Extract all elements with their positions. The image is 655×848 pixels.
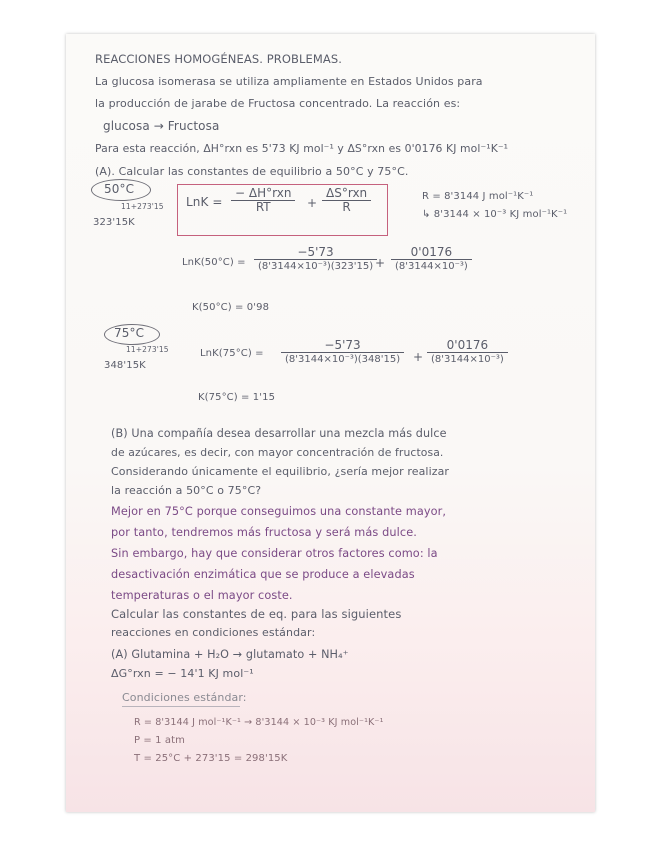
problem-2-gibbs: ΔG°rxn = − 14'1 KJ mol⁻¹ [111,667,254,680]
lnk-50-numerator-2: 0'0176 [410,245,453,259]
part-b-line-1: (B) Una compañía desea desarrollar una mezcla más dulce [111,427,447,440]
kelvin-conversion-50: 11+273'15 [121,202,164,211]
intro-line-2: la producción de jarabe de Fructosa concentrado. La reacción es: [95,97,461,110]
kelvin-conversion-75: 11+273'15 [126,345,169,354]
lnk-50-denominator-1: (8'3144×10⁻³)(323'15) [258,261,374,272]
lnk-75-numerator-1: −5'73 [324,338,361,352]
temperature-label-75: 75°C [114,326,145,340]
answer-b-line-4: desactivación enzimática que se produce a elevadas [111,568,415,581]
conditions-underline [122,706,240,707]
lnk-50-plus: + [375,256,386,270]
k-75-result: K(75°C) = 1'15 [198,392,276,403]
lnk-50-lhs: LnK(50°C) = [182,257,246,268]
formula-entropy-numerator: ΔS°rxn [326,186,368,200]
formula-entropy-denominator: R [342,200,351,214]
lnk-75-denominator-1: (8'3144×10⁻³)(348'15) [285,354,401,365]
kelvin-value-75: 348'15K [104,360,146,371]
lnk-50-denominator-2: (8'3144×10⁻³) [395,261,468,272]
formula-enthalpy-numerator: − ΔH°rxn [235,186,292,200]
lnk-75-plus: + [413,350,424,364]
lnk-75-entropy-term [427,338,508,366]
answer-b-line-1: Mejor en 75°C porque conseguimos una constante mayor, [111,505,447,518]
conditions-pressure: P = 1 atm [134,735,185,746]
part-b-line-2: de azúcares, es decir, con mayor concentración de fructosa. [111,446,444,459]
problem-2-line-1: Calcular las constantes de eq. para las siguientes [111,607,402,621]
lnk-75-lhs: LnK(75°C) = [200,348,264,359]
lnk-75-enthalpy-term [281,338,404,366]
conditions-heading: Condiciones estándar: [122,691,247,704]
intro-line-1: La glucosa isomerasa se utiliza ampliamente en Estados Unidos para [95,75,483,88]
formula-enthalpy-denominator: RT [255,200,271,214]
problem-2-reaction: (A) Glutamina + H₂O → glutamato + NH₄⁺ [111,648,349,661]
part-b-line-3: Considerando únicamente el equilibrio, ¿sería mejor realizar [111,465,450,478]
temperature-label-50: 50°C [104,182,135,196]
lnk-50-enthalpy-term [254,245,377,273]
conditions-gas-constant: R = 8'3144 J mol⁻¹K⁻¹ → 8'3144 × 10⁻³ KJ mol⁻¹K⁻¹ [134,717,384,728]
lnk-50-numerator-1: −5'73 [297,245,334,259]
answer-b-line-2: por tanto, tendremos más fructosa y será más dulce. [111,526,417,539]
gas-constant-si: R = 8'3144 J mol⁻¹K⁻¹ [422,191,534,202]
answer-b-line-3: Sin embargo, hay que considerar otros factores como: la [111,547,438,560]
formula-entropy-term [322,186,371,214]
answer-b-line-5: temperaturas o el mayor coste. [111,589,293,602]
lnk-75-denominator-2: (8'3144×10⁻³) [431,354,504,365]
k-50-result: K(50°C) = 0'98 [192,302,270,313]
lnk-50-entropy-term [391,245,472,273]
page-title: REACCIONES HOMOGÉNEAS. PROBLEMAS. [95,52,343,66]
part-b-line-4: la reacción a 50°C o 75°C? [111,484,262,497]
kelvin-value-50: 323'15K [93,217,135,228]
formula-plus: + [307,196,318,210]
lnk-75-numerator-2: 0'0176 [446,338,489,352]
notebook-page [66,34,595,812]
formula-lhs: LnK = [186,195,223,209]
reaction-equation: glucosa → Fructosa [103,119,220,133]
problem-2-line-2: reacciones en condiciones estándar: [111,626,316,639]
conditions-temperature: T = 25°C + 273'15 = 298'15K [134,753,288,764]
gas-constant-kj: ↳ 8'3144 × 10⁻³ KJ mol⁻¹K⁻¹ [422,209,568,220]
part-a-statement: (A). Calcular las constantes de equilibrio a 50°C y 75°C. [95,165,409,178]
given-data: Para esta reacción, ΔH°rxn es 5'73 KJ mol⁻¹ y ΔS°rxn es 0'0176 KJ mol⁻¹K⁻¹ [95,142,509,155]
formula-enthalpy-term [231,186,295,214]
